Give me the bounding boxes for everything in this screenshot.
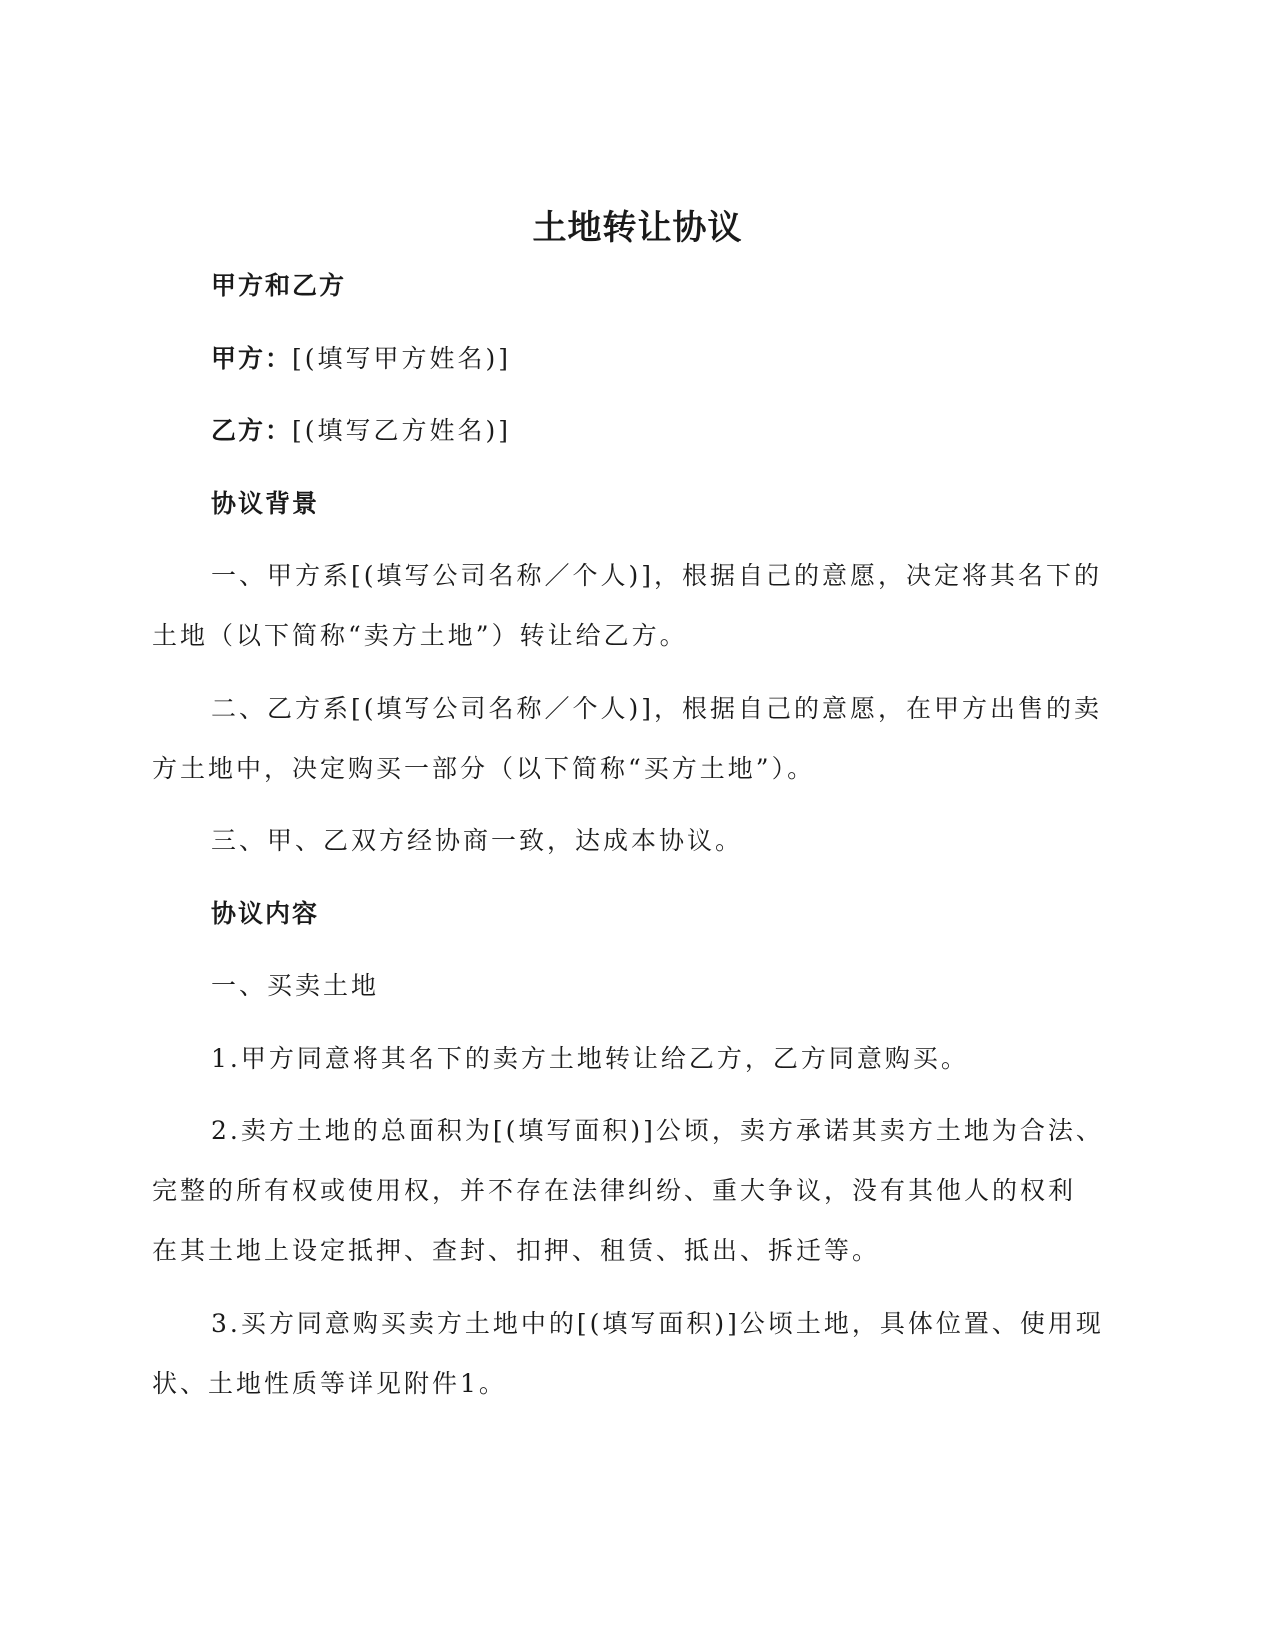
party-b-value: [(填写乙方姓名)] bbox=[292, 416, 512, 445]
background-p2-line1: 二、乙方系[(填写公司名称／个人)]，根据自己的意愿，在甲方出售的卖 bbox=[211, 694, 1103, 723]
document-title: 土地转让协议 bbox=[532, 208, 743, 248]
item3-line1: 3.买方同意购买卖方土地中的[(填写面积)]公顷土地，具体位置、使用现 bbox=[211, 1309, 1104, 1338]
background-p1-line1: 一、甲方系[(填写公司名称／个人)]，根据自己的意愿，决定将其名下的 bbox=[211, 561, 1103, 590]
background-p1-line2: 土地（以下简称“卖方土地”）转让给乙方。 bbox=[152, 621, 688, 650]
item2-line1: 2.卖方土地的总面积为[(填写面积)]公顷，卖方承诺其卖方土地为合法、 bbox=[211, 1116, 1104, 1145]
item2-line3: 在其土地上设定抵押、查封、扣押、租赁、抵出、拆迁等。 bbox=[152, 1236, 881, 1265]
party-a-line bbox=[211, 341, 511, 377]
item2-line2: 完整的所有权或使用权，并不存在法律纠纷、重大争议，没有其他人的权利 bbox=[152, 1176, 1077, 1205]
item3-line2: 状、土地性质等详见附件1。 bbox=[152, 1369, 507, 1398]
content-heading: 协议内容 bbox=[211, 899, 320, 928]
party-a-value: [(填写甲方姓名)] bbox=[292, 344, 512, 373]
parties-heading: 甲方和乙方 bbox=[211, 271, 347, 300]
section1-title: 一、买卖土地 bbox=[211, 971, 380, 1000]
background-heading: 协议背景 bbox=[211, 489, 320, 518]
party-b-label: 乙方： bbox=[211, 416, 293, 445]
party-a-label: 甲方： bbox=[211, 344, 293, 373]
background-p2-line2: 方土地中，决定购买一部分（以下简称“买方土地”）。 bbox=[152, 754, 816, 783]
item1-line1: 1.甲方同意将其名下的卖方土地转让给乙方，乙方同意购买。 bbox=[211, 1044, 969, 1073]
party-b-line bbox=[211, 413, 511, 449]
background-p3-line1: 三、甲、乙双方经协商一致，达成本协议。 bbox=[211, 826, 744, 855]
